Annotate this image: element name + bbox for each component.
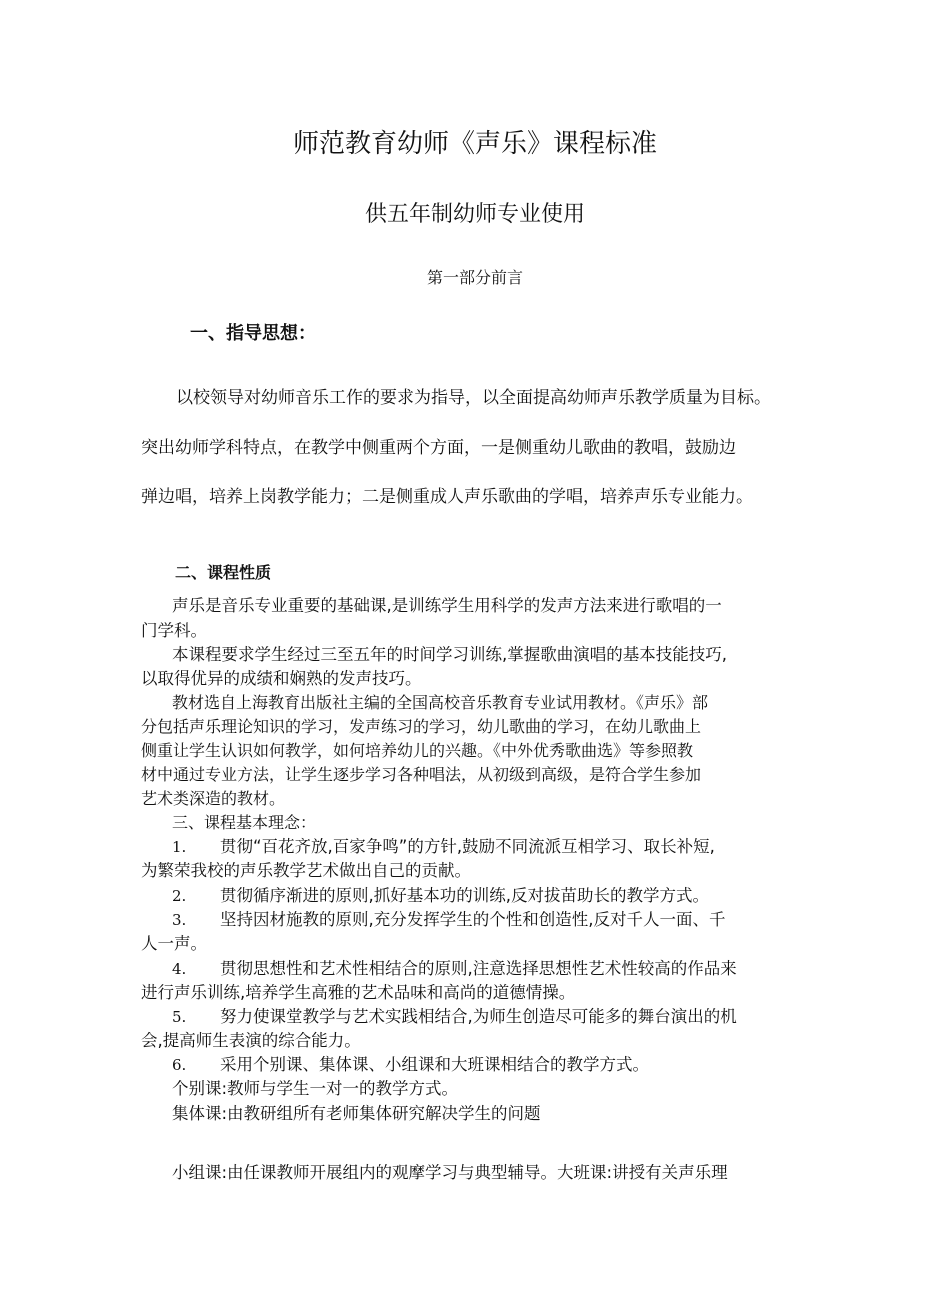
paragraph-line: 集体课:由教研组所有老师集体研究解决学生的问题: [172, 1104, 541, 1123]
section2-heading: 二、课程性质: [175, 563, 272, 582]
list-number: 2.: [172, 887, 187, 905]
list-item: [172, 961, 737, 978]
paragraph-line: 材中通过专业方法，让学生逐步学习各种唱法，从初级到高级，是符合学生参加: [141, 765, 702, 784]
list-text: 贯彻循序渐进的原则,抓好基本功的训练,反对拔苗助长的教学方式。: [220, 886, 709, 905]
list-text: 努力使课堂教学与艺术实践相结合,为师生创造尽可能多的舞台演出的机: [220, 1007, 737, 1026]
section1-heading: 一、指导思想：: [190, 323, 316, 344]
list-item: [172, 1009, 737, 1026]
list-number: 6.: [172, 1056, 187, 1074]
paragraph-line: 以取得优异的成绩和娴熟的发声技巧。: [141, 669, 422, 688]
paragraph-line: 侧重让学生认识如何教学，如何培养幼儿的兴趣。《中外优秀歌曲选》等参照教: [141, 741, 694, 760]
list-item: [172, 912, 726, 929]
list-text: 贯彻“百花齐放,百家争鸣”的方针,鼓励不同流派互相学习、取长补短,: [220, 837, 715, 856]
list-item: [172, 1057, 649, 1074]
section1-line: 弹边唱，培养上岗教学能力；二是侧重成人声乐歌曲的学唱，培养声乐专业能力。: [141, 487, 753, 507]
list-item-continuation: 会,提高师生表演的综合能力。: [141, 1031, 361, 1050]
list-number: 4.: [172, 960, 187, 978]
paragraph-line: 本课程要求学生经过三至五年的时间学习训练,掌握歌曲演唱的基本技能技巧,: [172, 645, 727, 664]
document-subtitle: 供五年制幼师专业使用: [364, 202, 585, 227]
paragraph-line: 小组课:由任课教师开展组内的观摩学习与典型辅导。大班课:讲授有关声乐理: [172, 1163, 728, 1182]
list-number: 1.: [172, 838, 187, 856]
list-text: 坚持因材施教的原则,充分发挥学生的个性和创造性,反对千人一面、千: [220, 910, 726, 929]
paragraph-line: 分包括声乐理论知识的学习，发声练习的学习，幼儿歌曲的学习，在幼儿歌曲上: [141, 717, 702, 736]
list-number: 3.: [172, 911, 187, 929]
part-heading: 第一部分前言: [426, 268, 523, 287]
list-item: [172, 839, 715, 856]
paragraph-line: 门学科。: [141, 621, 207, 640]
list-text: 贯彻思想性和艺术性相结合的原则,注意选择思想性艺术性较高的作品来: [220, 959, 737, 978]
list-number: 5.: [172, 1008, 187, 1026]
list-item: [172, 888, 709, 905]
section1-line: 以校领导对幼师音乐工作的要求为指导，以全面提高幼师声乐教学质量为目标。: [176, 388, 771, 408]
paragraph-line: 艺术类深造的教材。: [141, 789, 286, 808]
paragraph-line: 声乐是音乐专业重要的基础课,是训练学生用科学的发声方法来进行歌唱的一: [172, 596, 722, 615]
section3-heading: 三、课程基本理念：: [172, 813, 317, 832]
list-item-continuation: 为繁荣我校的声乐教学艺术做出自己的贡献。: [141, 861, 471, 880]
list-item-continuation: 人一声。: [141, 934, 207, 953]
document-title: 师范教育幼师《声乐》课程标准: [292, 129, 657, 159]
paragraph-line: 教材选自上海教育出版社主编的全国高校音乐教育专业试用教材。《声乐》部: [172, 693, 709, 712]
list-item-continuation: 进行声乐训练,培养学生高雅的艺术品味和高尚的道德情操。: [141, 983, 576, 1002]
paragraph-line: 个别课:教师与学生一对一的教学方式。: [172, 1079, 459, 1098]
list-text: 采用个别课、集体课、小组课和大班课相结合的教学方式。: [220, 1055, 649, 1074]
section1-line: 突出幼师学科特点，在教学中侧重两个方面，一是侧重幼儿歌曲的教唱，鼓励边: [141, 438, 736, 458]
